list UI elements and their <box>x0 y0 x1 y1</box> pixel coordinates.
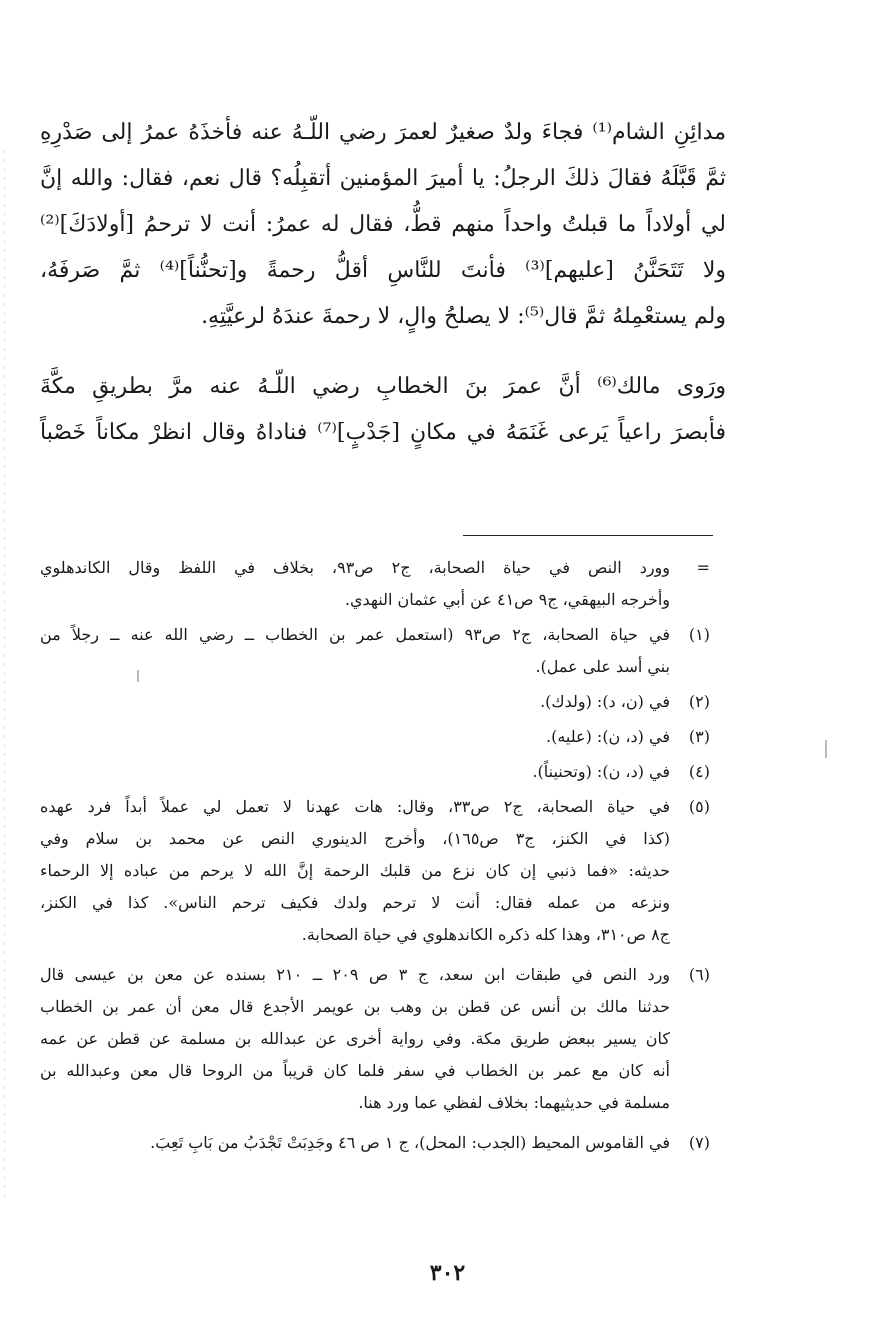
footnote-line: في حياة الصحابة، ج٢ ص٩٣ (استعمل عمر بن الخطاب ــ رضي الله عنه ــ رجلاً من <box>40 625 671 644</box>
text-line: مدائِنِ الشام⁽¹⁾ فجاءَ ولدٌ صغيرٌ لعمرَ رضي اللّـهُ عنه فأخذَهُ عمرُ إلى صَدْرِهِ <box>40 120 726 145</box>
footnotes <box>40 552 710 1162</box>
text-line: لي أولاداً ما قبلتُ واحداً منهم قطُّ، فقال له عمرُ: أنت لا ترحمُ [أولادَكَ]⁽²⁾ <box>40 212 726 237</box>
footnote-separator <box>463 535 713 536</box>
footnote-body <box>40 619 670 683</box>
footnote-line: كان يسير ببعض طريق مكة. وفي رواية أخرى عن عبدالله بن مسلمة عن قطن عن عمه <box>40 1029 670 1048</box>
footnote-body <box>40 721 670 753</box>
footnote-line: حديثه: «فما ذنبي إن كان نزع من قلبك الرحمة إنَّ الله لا يرحم من عباده إلا الرحماء <box>40 861 670 880</box>
footnote-line: وأخرجه البيهقي، ج٩ ص٤١ عن أبي عثمان النهدي. <box>344 590 670 609</box>
footnote-line: في حياة الصحابة، ج٢ ص٣٣، وقال: هات عهدنا لا تعمل لي عملاً أبداً فرد عهده <box>40 797 671 816</box>
footnote-number: (٣) <box>688 727 710 746</box>
footnote-line: في القاموس المحيط (الجدب: المحل)، ج ١ ص ٤٦ وجَدِبَتْ تَجْدَبُ من بَابِ تَعِبَ. <box>150 1133 670 1152</box>
footnote-number: (١) <box>688 625 710 644</box>
footnote-number: (٦) <box>688 965 710 984</box>
text-line: فأبصرَ راعياً يَرعى غَنَمَهُ في مكانٍ [جَدْبٍ]⁽⁷⁾ فناداهُ وقال انظرْ مكاناً خَصْباً <box>40 420 726 445</box>
footnote-body <box>40 686 670 718</box>
footnote-line: في (ن، د): (ولدك). <box>540 692 670 711</box>
page-number: ٣٠٢ <box>429 1260 466 1286</box>
scan-edge-marks <box>4 150 5 1200</box>
footnote-line: ج٨ ص٣١٠، وهذا كله ذكره الكاندهلوي في حياة الصحابة. <box>301 925 670 944</box>
footnote-4 <box>40 756 710 788</box>
footnote-line: أنه كان مع عمر بن الخطاب في سفر فلما كان قريباً من الروحا قال معن وعبدالله بن <box>40 1061 670 1080</box>
footnote-line: في (د، ن): (عليه). <box>546 727 670 746</box>
footnote-7 <box>40 1127 710 1159</box>
footnote-continuation <box>40 552 710 616</box>
footnote-body <box>40 756 670 788</box>
text-line: ورَوى مالك⁽⁶⁾ أنَّ عمرَ بنَ الخطابِ رضي اللّـهُ عنه مرَّ بطريقِ مكَّةَ <box>40 374 726 399</box>
scan-speck <box>137 670 139 682</box>
footnote-marker: = <box>696 558 710 577</box>
text-line-last: ولم يستعْمِلهُ ثمَّ قال⁽⁵⁾: لا يصلحُ والٍ، لا رحمةَ عندَهُ لرعيَّتِهِ. <box>201 304 726 329</box>
footnote-line: ونزعه من عمله فقال: أنت لا ترحم ولدك فكيف ترحم الناس». كذا في الكنز، <box>40 893 670 912</box>
footnote-3 <box>40 721 710 753</box>
footnote-body <box>40 791 670 951</box>
footnote-number: (٤) <box>688 762 710 781</box>
footnote-1 <box>40 619 710 683</box>
footnote-number: (٥) <box>688 797 710 816</box>
main-paragraph-2 <box>40 364 726 456</box>
footnote-number: (٧) <box>688 1133 710 1152</box>
footnote-line: بني أسد على عمل). <box>535 657 670 676</box>
footnote-6 <box>40 959 710 1119</box>
footnote-line: وورد النص في حياة الصحابة، ج٢ ص٩٣، بخلاف في اللفظ وقال الكاندهلوي <box>40 558 671 577</box>
scan-speck <box>825 740 827 758</box>
footnote-5 <box>40 791 710 951</box>
main-text <box>40 110 726 456</box>
footnote-line: حدثنا مالك بن أنس عن قطن بن وهب بن عويمر الأجدع قال معن أن عمر بن الخطاب <box>40 997 670 1016</box>
footnote-line: ورد النص في طبقات ابن سعد، ج ٣ ص ٢٠٩ ــ ٢١٠ بسنده عن معن بن عيسى قال <box>40 965 671 984</box>
main-paragraph-1 <box>40 110 726 340</box>
footnote-line: في (د، ن): (وتحنيناً). <box>532 762 670 781</box>
footnote-number: (٢) <box>688 692 710 711</box>
footnote-body <box>40 552 670 616</box>
footnote-2 <box>40 686 710 718</box>
footnote-body <box>40 959 670 1119</box>
footnote-line: مسلمة في حديثيهما: بخلاف لفظي عما ورد هنا. <box>358 1093 670 1112</box>
footnote-body <box>40 1127 670 1159</box>
footnote-line: (كذا في الكنز، ج٣ ص١٦٥)، وأخرج الدينوري النص عن محمد بن سلام وفي <box>40 829 670 848</box>
text-line: ثمَّ قَبَّلَهُ فقالَ ذلكَ الرجلُ: يا أميرَ المؤمنين أتقبِلُه؟ قال نعم، فقال: والله إنَّ <box>40 166 726 191</box>
text-line: ولا تَتَحَنَّنُ [عليهم]⁽³⁾ فأنتَ للنَّاسِ أقلُّ رحمةً و[تحنُّناً]⁽⁴⁾ ثمَّ صَرفَهُ، <box>40 258 726 283</box>
